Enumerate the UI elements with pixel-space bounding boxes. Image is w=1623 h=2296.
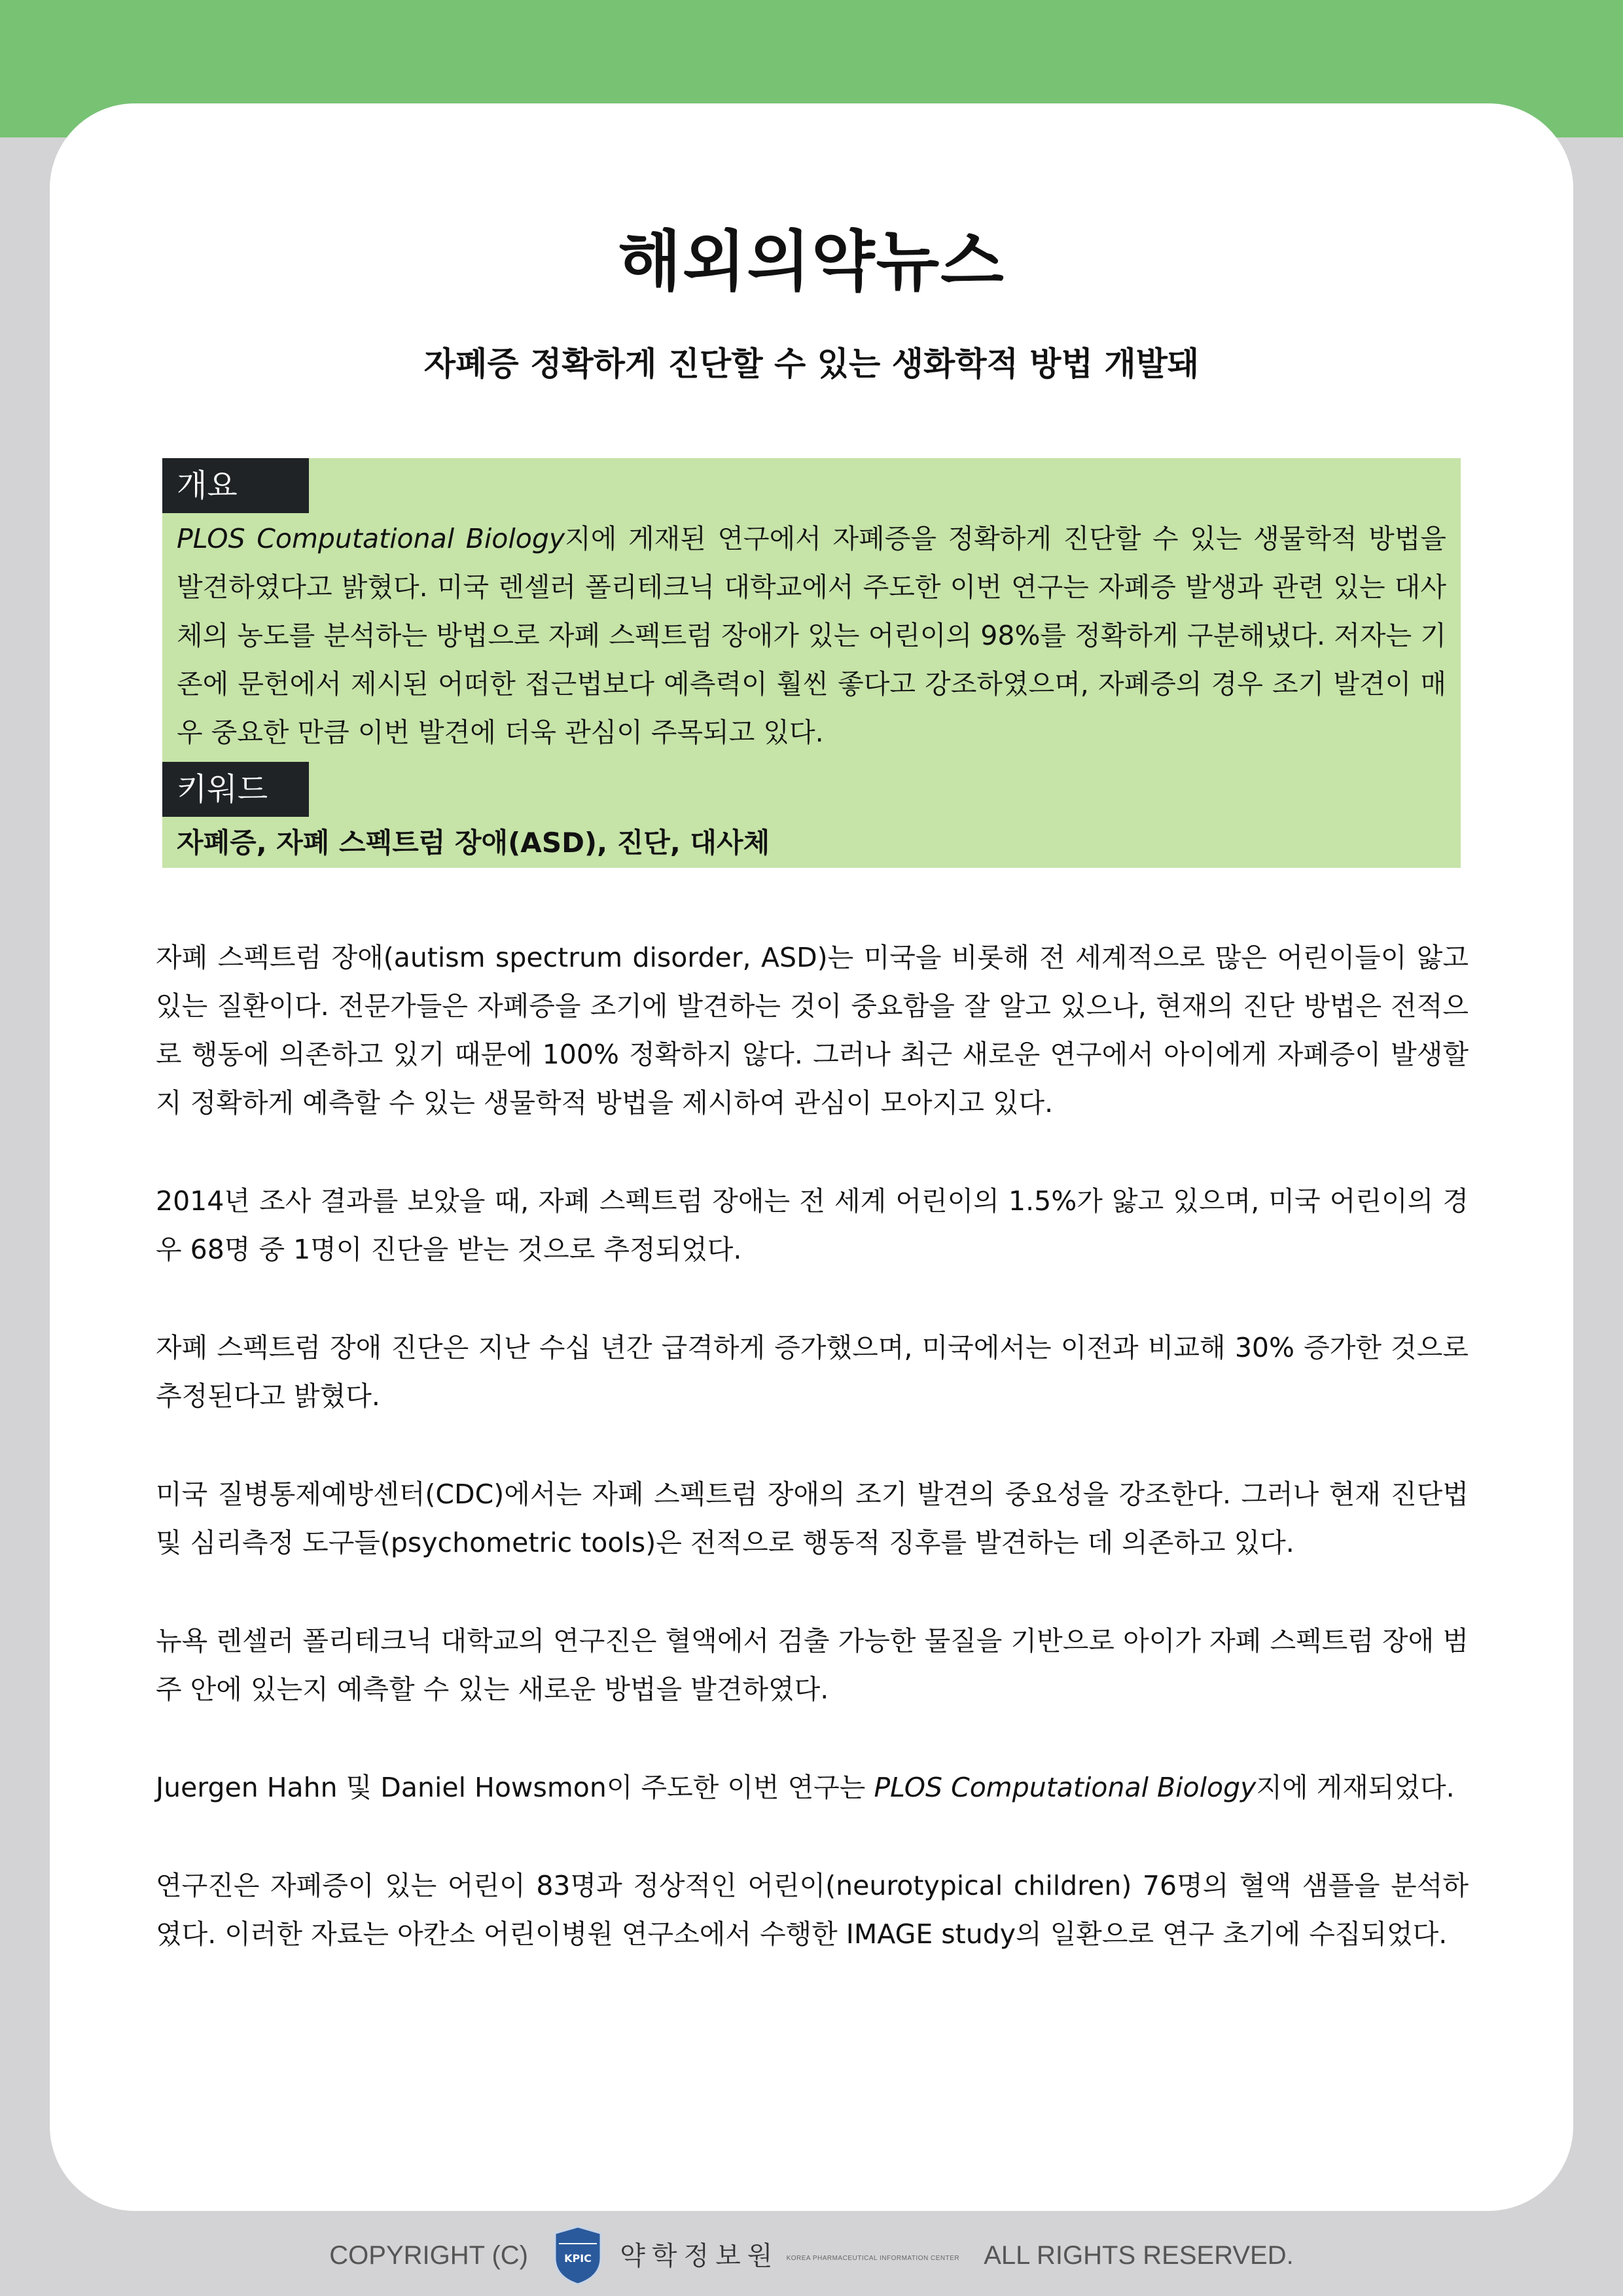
footer — [0, 2225, 1623, 2271]
paragraph-4: 미국 질병통제예방센터(CDC)에서는 자폐 스펙트럼 장애의 조기 발견의 중요성을 강조한다. 그러나 현재 진단법 및 심리측정 도구들(psychometric tools)은 전적으로 행동적 징후를 발견하는 데 의존하고 있다. — [156, 1479, 1469, 1558]
article-body — [156, 933, 1469, 2008]
paragraph-5: 뉴욕 렌셀러 폴리테크닉 대학교의 연구진은 혈액에서 검출 가능한 물질을 기반으로 아이가 자폐 스펙트럼 장애 범주 안에 있는지 예측할 수 있는 새로운 방법을 발견하였다. — [156, 1625, 1469, 1705]
overview-body: 지에 게재된 연구에서 자폐증을 정확하게 진단할 수 있는 생물학적 방법을 발견하였다고 밝혔다. 미국 렌셀러 폴리테크닉 대학교에서 주도한 이번 연구는 자폐증 발생과 관련 있는 대사체의 농도를 분석하는 방법으로 자폐 스펙트럼 장애가 있는 어린이의 98%를 정확하게 구분해냈다. 저자는 기존에 문헌에서 제시된 어떠한 접근법보다 예측력이 훨씬 좋다고 강조하였으며, 자폐증의 경우 조기 발견이 매우 중요한 만큼 이번 발견에 더욱 관심이 주목되고 있다. — [177, 523, 1446, 748]
paragraph-6-end: 지에 게재되었다. — [1256, 1772, 1455, 1803]
kpic-shield-icon — [552, 2225, 603, 2286]
paragraph-6-journal: PLOS Computational Biology — [874, 1772, 1257, 1803]
summary-box — [162, 458, 1461, 868]
logo-name: 약학정보원 — [620, 2241, 779, 2272]
keyword-label: 키워드 — [162, 762, 309, 817]
overview-text — [177, 514, 1446, 757]
paragraph-2: 2014년 조사 결과를 보았을 때, 자폐 스펙트럼 장애는 전 세계 어린이의 1.5%가 앓고 있으며, 미국 어린이의 경우 68명 중 1명이 진단을 받는 것으로 추정되었다. — [156, 1185, 1469, 1265]
paragraph-1: 자폐 스펙트럼 장애(autism spectrum disorder, ASD)는 미국을 비롯해 전 세계적으로 많은 어린이들이 앓고 있는 질환이다. 전문가들은 자폐증을 조기에 발견하는 것이 중요함을 잘 알고 있으나, 현재의 진단 방법은 전적으로 행동에 의존하고 있기 때문에 100% 정확하지 않다. 그러나 최근 새로운 연구에서 아이에게 자폐증이 발생할지 정확하게 예측할 수 있는 생물학적 방법을 제시하여 관심이 모아지고 있다. — [156, 942, 1469, 1119]
article-headline: 자폐증 정확하게 진단할 수 있는 생화학적 방법 개발돼 — [423, 345, 1200, 383]
paragraph-6 — [156, 1763, 1469, 1812]
keywords-text: 자폐증, 자폐 스펙트럼 장애(ASD), 진단, 대사체 — [177, 827, 770, 859]
copyright-left: COPYRIGHT (C) — [329, 2241, 528, 2270]
overview-journal: PLOS Computational Biology — [177, 523, 565, 554]
page-title: 해외의약뉴스 — [618, 223, 1005, 300]
paragraph-6-start: Juergen Hahn 및 Daniel Howsmon이 주도한 이번 연구는 — [156, 1772, 874, 1803]
paragraph-3: 자폐 스펙트럼 장애 진단은 지난 수십 년간 급격하게 증가했으며, 미국에서는 이전과 비교해 30% 증가한 것으로 추정된다고 밝혔다. — [156, 1332, 1469, 1412]
logo-english: KOREA PHARMACEUTICAL INFORMATION CENTER — [786, 2255, 960, 2263]
kpic-logo — [552, 2225, 959, 2286]
paragraph-7: 연구진은 자폐증이 있는 어린이 83명과 정상적인 어린이(neurotypical children) 76명의 혈액 샘플을 분석하였다. 이러한 자료는 아칸소 어린이병원 연구소에서 수행한 IMAGE study의 일환으로 연구 초기에 수집되었다. — [156, 1870, 1469, 1950]
logo-text — [620, 2241, 960, 2272]
logo-badge-text: KPIC — [564, 2252, 592, 2265]
copyright-right: ALL RIGHTS RESERVED. — [984, 2241, 1294, 2270]
overview-label: 개요 — [162, 458, 309, 513]
